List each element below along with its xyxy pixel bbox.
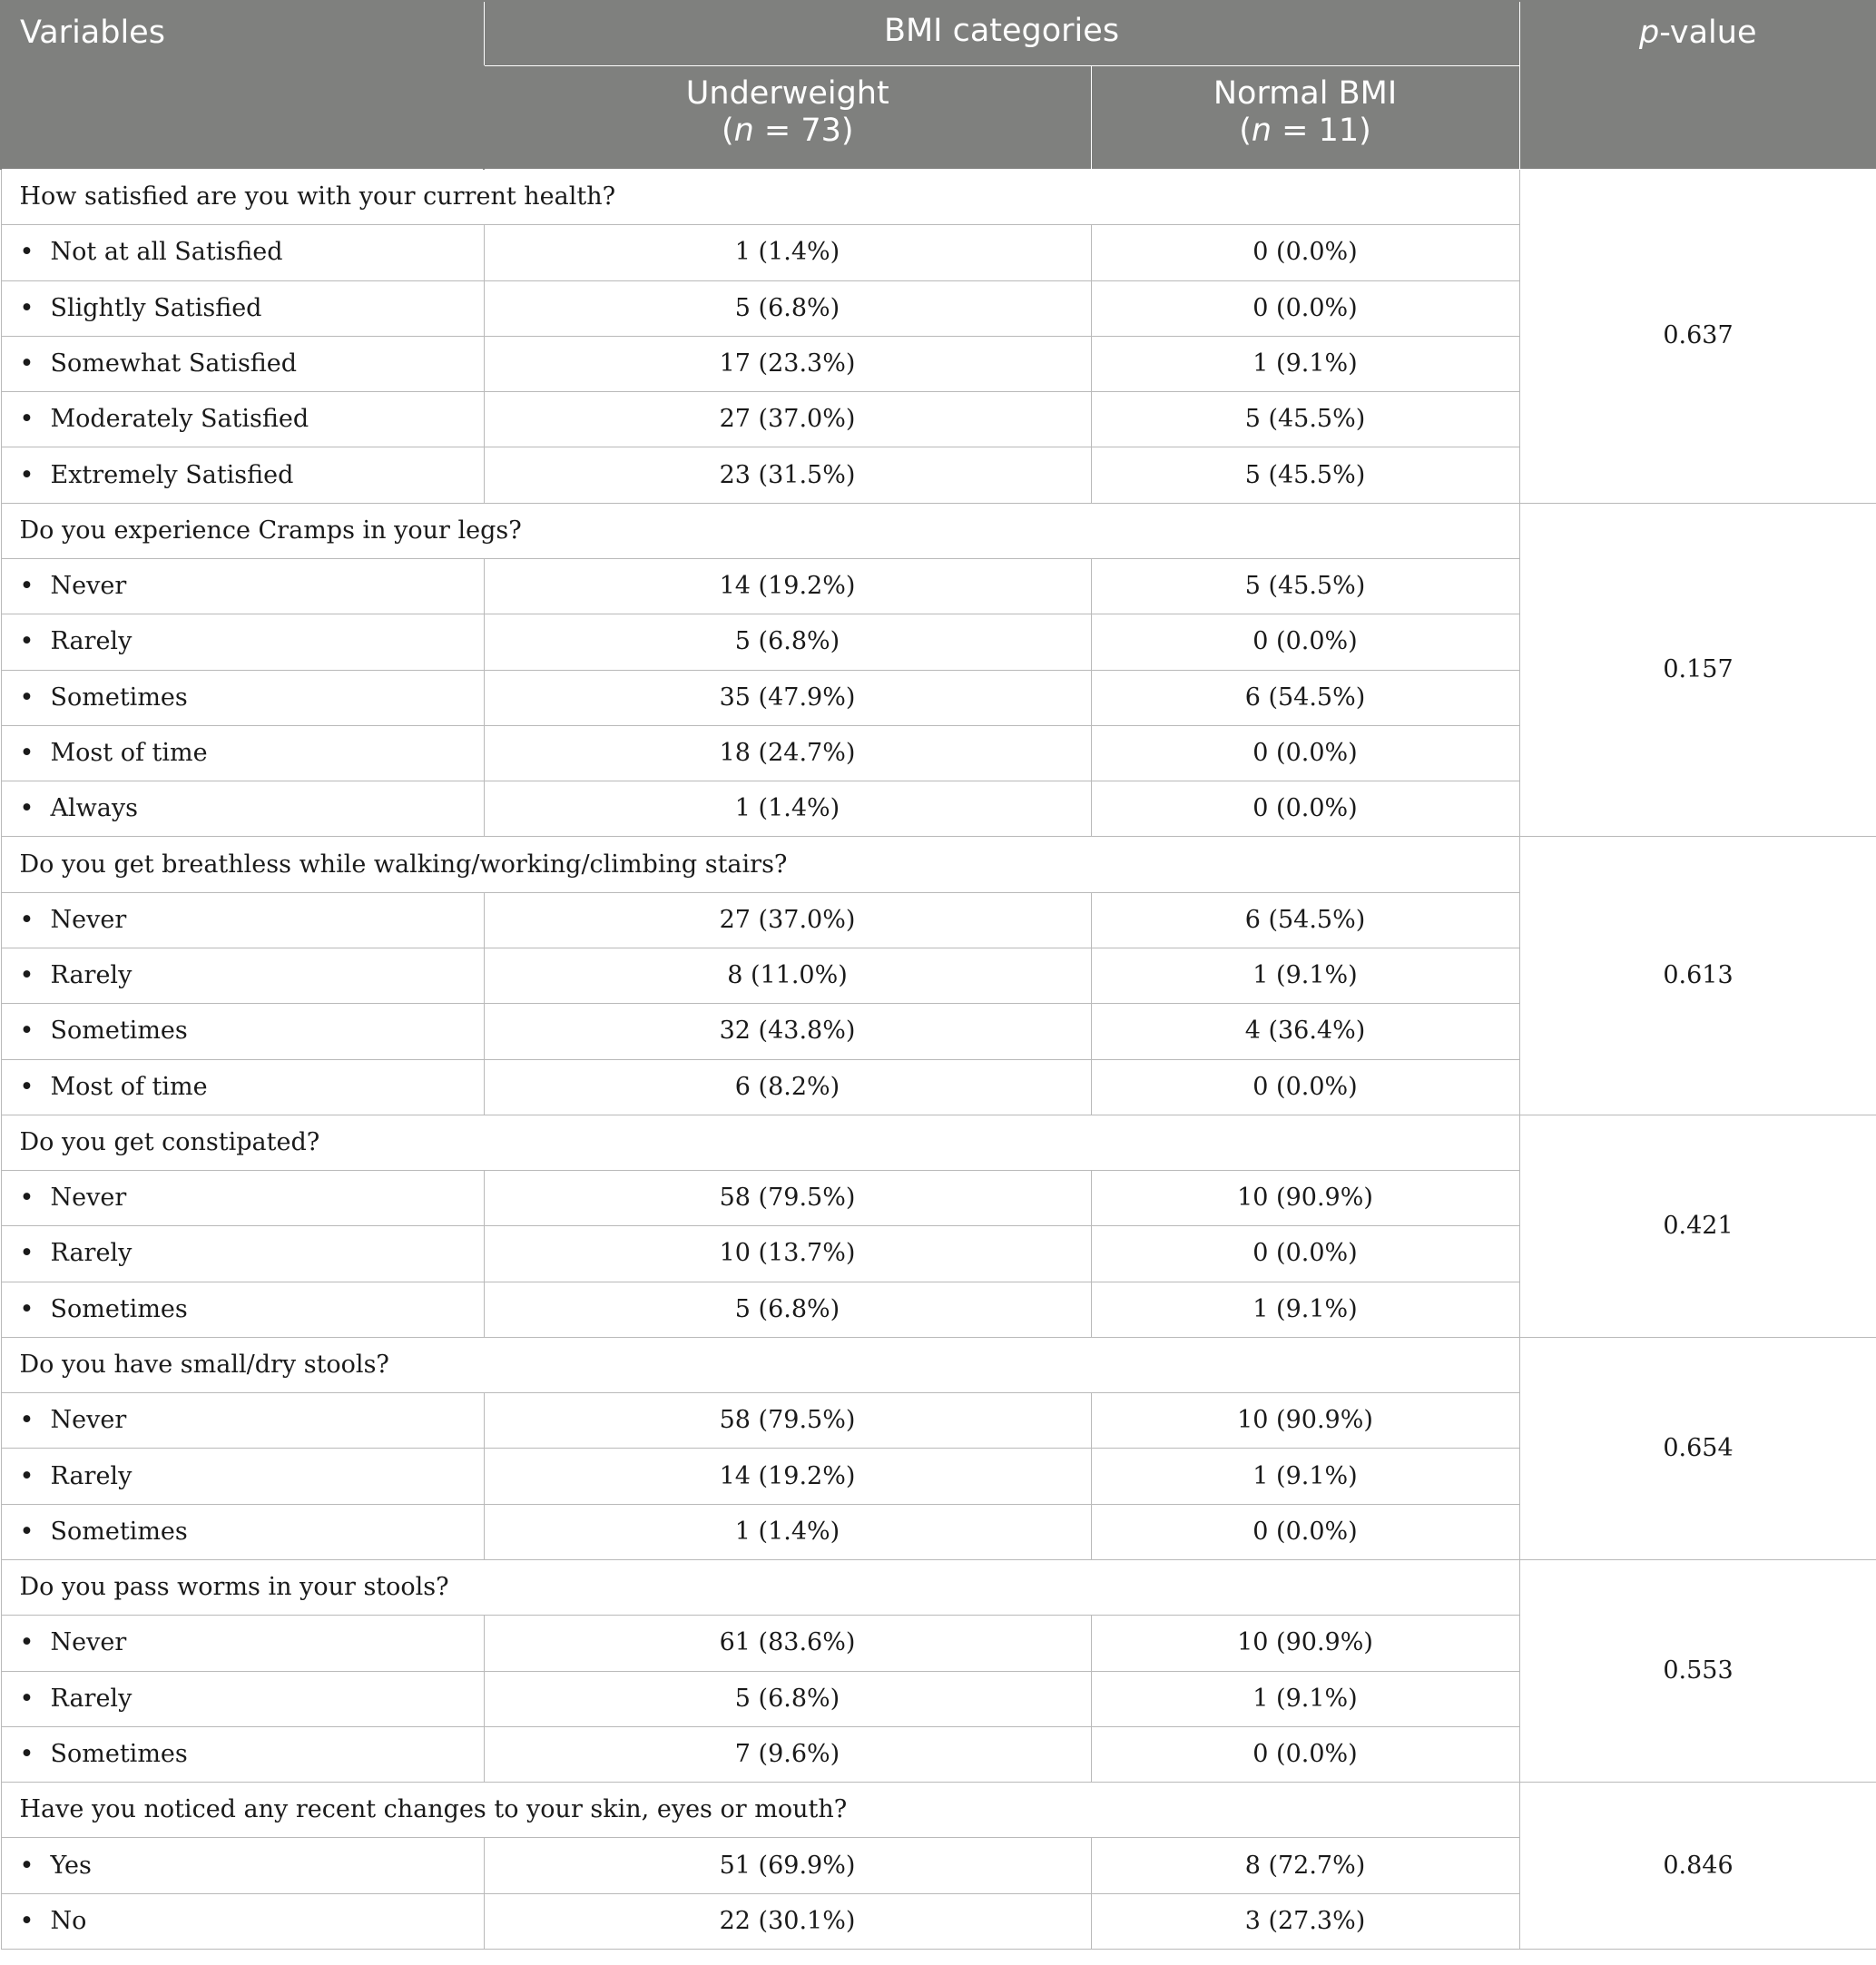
question-row bbox=[1, 1560, 1876, 1616]
normal-bmi-value: 8 (72.7%) bbox=[1091, 1838, 1519, 1893]
option-label: Rarely bbox=[50, 1684, 133, 1713]
option-cell bbox=[1, 1449, 484, 1504]
bullet-icon: • bbox=[19, 1294, 34, 1323]
normal-bmi-value: 10 (90.9%) bbox=[1091, 1171, 1519, 1226]
option-label: Extremely Satisfied bbox=[50, 460, 294, 489]
option-cell bbox=[1, 892, 484, 948]
bullet-icon: • bbox=[19, 1184, 34, 1213]
normal-bmi-value: 0 (0.0%) bbox=[1091, 1726, 1519, 1782]
normal-bmi-value: 1 (9.1%) bbox=[1091, 1449, 1519, 1504]
bullet-icon: • bbox=[19, 1684, 34, 1713]
bullet-icon: • bbox=[19, 961, 34, 990]
underweight-value: 51 (69.9%) bbox=[484, 1838, 1091, 1893]
normal-bmi-value: 5 (45.5%) bbox=[1091, 447, 1519, 503]
option-label: Always bbox=[50, 794, 138, 823]
option-cell bbox=[1, 1393, 484, 1449]
underweight-value: 17 (23.3%) bbox=[484, 336, 1091, 391]
underweight-value: 58 (79.5%) bbox=[484, 1393, 1091, 1449]
option-cell bbox=[1, 1226, 484, 1282]
option-cell bbox=[1, 1282, 484, 1337]
header-normal-n-italic: n bbox=[1251, 113, 1272, 149]
option-cell bbox=[1, 1059, 484, 1115]
underweight-value: 5 (6.8%) bbox=[484, 1282, 1091, 1337]
underweight-value: 14 (19.2%) bbox=[484, 1449, 1091, 1504]
option-label: Never bbox=[50, 572, 127, 601]
bullet-icon: • bbox=[19, 1072, 34, 1101]
bullet-icon: • bbox=[19, 794, 34, 823]
p-value-cell: 0.654 bbox=[1519, 1337, 1876, 1559]
header-underweight bbox=[484, 66, 1091, 170]
bullet-icon: • bbox=[19, 1740, 34, 1769]
option-label: Sometimes bbox=[50, 1517, 188, 1546]
normal-bmi-value: 0 (0.0%) bbox=[1091, 725, 1519, 781]
option-cell bbox=[1, 725, 484, 781]
bullet-icon: • bbox=[19, 349, 34, 378]
option-label: Most of time bbox=[50, 738, 208, 767]
p-value-cell: 0.421 bbox=[1519, 1115, 1876, 1337]
bullet-icon: • bbox=[19, 738, 34, 767]
bullet-icon: • bbox=[19, 1517, 34, 1546]
table-header bbox=[1, 1, 1876, 170]
bullet-icon: • bbox=[19, 238, 34, 267]
option-cell bbox=[1, 447, 484, 503]
option-cell bbox=[1, 1893, 484, 1949]
header-underweight-label: Underweight bbox=[685, 75, 889, 112]
bullet-icon: • bbox=[19, 405, 34, 434]
bullet-icon: • bbox=[19, 1461, 34, 1490]
bullet-icon: • bbox=[19, 572, 34, 601]
header-underweight-n-open: ( bbox=[721, 113, 734, 149]
normal-bmi-value: 4 (36.4%) bbox=[1091, 1004, 1519, 1059]
underweight-value: 7 (9.6%) bbox=[484, 1726, 1091, 1782]
option-label: Rarely bbox=[50, 627, 133, 656]
normal-bmi-value: 3 (27.3%) bbox=[1091, 1893, 1519, 1949]
option-label: Somewhat Satisfied bbox=[50, 349, 298, 378]
normal-bmi-value: 10 (90.9%) bbox=[1091, 1616, 1519, 1671]
bullet-icon: • bbox=[19, 1851, 34, 1880]
normal-bmi-value: 1 (9.1%) bbox=[1091, 336, 1519, 391]
normal-bmi-value: 0 (0.0%) bbox=[1091, 1504, 1519, 1559]
bullet-icon: • bbox=[19, 460, 34, 489]
header-bmi-categories: BMI categories bbox=[484, 1, 1519, 66]
normal-bmi-value: 10 (90.9%) bbox=[1091, 1393, 1519, 1449]
bullet-icon: • bbox=[19, 1628, 34, 1657]
option-cell bbox=[1, 280, 484, 336]
normal-bmi-value: 0 (0.0%) bbox=[1091, 1226, 1519, 1282]
p-value-cell: 0.846 bbox=[1519, 1783, 1876, 1950]
header-p-value bbox=[1519, 1, 1876, 170]
question-cell: Do you get breathless while walking/working/climbing stairs? bbox=[1, 837, 1519, 892]
option-label: Never bbox=[50, 1628, 127, 1657]
option-cell bbox=[1, 1171, 484, 1226]
question-row bbox=[1, 503, 1876, 558]
p-value-cell: 0.157 bbox=[1519, 503, 1876, 837]
underweight-value: 1 (1.4%) bbox=[484, 1504, 1091, 1559]
normal-bmi-value: 6 (54.5%) bbox=[1091, 892, 1519, 948]
underweight-value: 35 (47.9%) bbox=[484, 670, 1091, 725]
bullet-icon: • bbox=[19, 293, 34, 322]
underweight-value: 32 (43.8%) bbox=[484, 1004, 1091, 1059]
underweight-value: 1 (1.4%) bbox=[484, 225, 1091, 280]
header-normal-label: Normal BMI bbox=[1213, 75, 1398, 112]
normal-bmi-value: 1 (9.1%) bbox=[1091, 1671, 1519, 1726]
option-cell bbox=[1, 225, 484, 280]
bullet-icon: • bbox=[19, 1406, 34, 1435]
p-value-cell: 0.613 bbox=[1519, 837, 1876, 1115]
option-label: Sometimes bbox=[50, 1017, 188, 1046]
question-row bbox=[1, 1783, 1876, 1838]
header-p-italic: p bbox=[1638, 15, 1660, 51]
option-label: Yes bbox=[50, 1851, 92, 1880]
underweight-value: 22 (30.1%) bbox=[484, 1893, 1091, 1949]
header-variables: Variables bbox=[1, 1, 484, 170]
header-underweight-n-italic: n bbox=[733, 113, 754, 149]
option-cell bbox=[1, 948, 484, 1003]
normal-bmi-value: 0 (0.0%) bbox=[1091, 225, 1519, 280]
option-cell bbox=[1, 1838, 484, 1893]
underweight-value: 5 (6.8%) bbox=[484, 280, 1091, 336]
option-cell bbox=[1, 781, 484, 837]
question-row bbox=[1, 1115, 1876, 1170]
underweight-value: 27 (37.0%) bbox=[484, 392, 1091, 447]
underweight-value: 61 (83.6%) bbox=[484, 1616, 1091, 1671]
normal-bmi-value: 1 (9.1%) bbox=[1091, 1282, 1519, 1337]
bullet-icon: • bbox=[19, 627, 34, 656]
underweight-value: 10 (13.7%) bbox=[484, 1226, 1091, 1282]
option-cell bbox=[1, 670, 484, 725]
question-row bbox=[1, 1337, 1876, 1392]
option-label: Never bbox=[50, 905, 127, 934]
option-label: Rarely bbox=[50, 961, 133, 990]
option-cell bbox=[1, 1726, 484, 1782]
underweight-value: 18 (24.7%) bbox=[484, 725, 1091, 781]
normal-bmi-value: 1 (9.1%) bbox=[1091, 948, 1519, 1003]
option-cell bbox=[1, 1504, 484, 1559]
option-cell bbox=[1, 614, 484, 670]
underweight-value: 8 (11.0%) bbox=[484, 948, 1091, 1003]
p-value-cell: 0.553 bbox=[1519, 1560, 1876, 1783]
question-cell: Do you experience Cramps in your legs? bbox=[1, 503, 1519, 558]
question-cell: How satisfied are you with your current health? bbox=[1, 170, 1519, 225]
option-label: Sometimes bbox=[50, 1740, 188, 1769]
underweight-value: 58 (79.5%) bbox=[484, 1171, 1091, 1226]
option-cell bbox=[1, 1616, 484, 1671]
header-normal-bmi bbox=[1091, 66, 1519, 170]
option-label: Most of time bbox=[50, 1072, 208, 1101]
p-value-cell: 0.637 bbox=[1519, 170, 1876, 504]
bullet-icon: • bbox=[19, 1017, 34, 1046]
option-label: Rarely bbox=[50, 1239, 133, 1268]
underweight-value: 23 (31.5%) bbox=[484, 447, 1091, 503]
option-label: Moderately Satisfied bbox=[50, 405, 309, 434]
underweight-value: 6 (8.2%) bbox=[484, 1059, 1091, 1115]
header-row-top bbox=[1, 1, 1876, 66]
bullet-icon: • bbox=[19, 683, 34, 712]
option-cell bbox=[1, 336, 484, 391]
question-cell: Do you have small/dry stools? bbox=[1, 1337, 1519, 1392]
header-underweight-n-rest: = 73) bbox=[753, 113, 854, 149]
option-cell bbox=[1, 392, 484, 447]
normal-bmi-value: 0 (0.0%) bbox=[1091, 1059, 1519, 1115]
normal-bmi-value: 6 (54.5%) bbox=[1091, 670, 1519, 725]
option-label: Sometimes bbox=[50, 1294, 188, 1323]
underweight-value: 1 (1.4%) bbox=[484, 781, 1091, 837]
table-body bbox=[1, 170, 1876, 1950]
header-normal-n-open: ( bbox=[1239, 113, 1252, 149]
question-cell: Do you get constipated? bbox=[1, 1115, 1519, 1170]
option-cell bbox=[1, 558, 484, 614]
normal-bmi-value: 5 (45.5%) bbox=[1091, 392, 1519, 447]
option-label: No bbox=[50, 1906, 87, 1935]
normal-bmi-value: 0 (0.0%) bbox=[1091, 614, 1519, 670]
option-label: Not at all Satisfied bbox=[50, 238, 283, 267]
underweight-value: 27 (37.0%) bbox=[484, 892, 1091, 948]
bullet-icon: • bbox=[19, 1906, 34, 1935]
option-label: Rarely bbox=[50, 1461, 133, 1490]
option-cell bbox=[1, 1671, 484, 1726]
underweight-value: 5 (6.8%) bbox=[484, 614, 1091, 670]
normal-bmi-value: 5 (45.5%) bbox=[1091, 558, 1519, 614]
option-cell bbox=[1, 1004, 484, 1059]
question-row bbox=[1, 170, 1876, 225]
option-label: Sometimes bbox=[50, 683, 188, 712]
normal-bmi-value: 0 (0.0%) bbox=[1091, 781, 1519, 837]
normal-bmi-value: 0 (0.0%) bbox=[1091, 280, 1519, 336]
underweight-value: 14 (19.2%) bbox=[484, 558, 1091, 614]
header-p-rest: -value bbox=[1659, 15, 1757, 51]
question-row bbox=[1, 837, 1876, 892]
option-label: Never bbox=[50, 1406, 127, 1435]
question-cell: Have you noticed any recent changes to your skin, eyes or mouth? bbox=[1, 1783, 1519, 1838]
bullet-icon: • bbox=[19, 1239, 34, 1268]
question-cell: Do you pass worms in your stools? bbox=[1, 1560, 1519, 1616]
bullet-icon: • bbox=[19, 905, 34, 934]
underweight-value: 5 (6.8%) bbox=[484, 1671, 1091, 1726]
option-label: Never bbox=[50, 1184, 127, 1213]
header-normal-n-rest: = 11) bbox=[1272, 113, 1371, 149]
option-label: Slightly Satisfied bbox=[50, 293, 262, 322]
